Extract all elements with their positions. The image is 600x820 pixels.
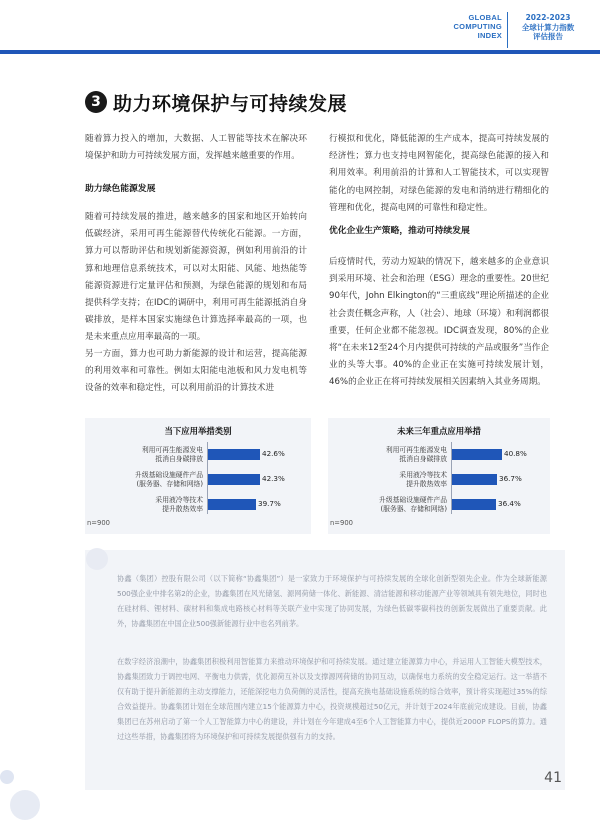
decor-circle-small <box>0 770 14 784</box>
brand-line-2: COMPUTING <box>453 22 502 31</box>
data-bar <box>208 474 260 485</box>
data-label: 42.3% <box>262 474 285 483</box>
data-label: 39.7% <box>258 499 281 508</box>
right-subheading: 优化企业生产策略，推动可持续发展 <box>329 226 470 236</box>
category-label-line: 采用液冷等技术 <box>155 496 203 504</box>
category-label <box>327 471 447 489</box>
left-subheading: 助力绿色能源发展 <box>85 184 156 194</box>
data-bar <box>208 499 256 510</box>
case-study-paragraph-1: 协鑫（集团）控股有限公司（以下简称“协鑫集团”）是一家致力于环境保护与可持续发展的全球化创新型领先企业。作为全球新能源500强企业中排名第2的企业，协鑫集团在风光储氢、源网荷储一体化、新能源、清洁能源和移动能源产业等领域具有领先地位，同时也在硅材料、锂材料、碳材料和集成电路核心材料等关联产业中实现了协同发展，为绿色低碳零碳科技的创新发展做出了重要贡献。此外，协鑫集团在中国企业500强新能源行业中也名列前茅。 <box>117 574 547 628</box>
category-label-line: 抵消自身碳排放 <box>399 455 447 463</box>
decor-circle-top <box>86 548 108 570</box>
brand-line-1: GLOBAL <box>468 13 502 22</box>
section-number: 3 <box>85 91 107 113</box>
category-label-line: (服务器、存储和网络) <box>380 505 447 513</box>
sample-size-note: n=900 <box>330 519 353 527</box>
category-label <box>83 471 203 489</box>
category-label-line: 采用液冷等技术 <box>399 471 447 479</box>
report-title-line-2: 全球计算力指数 <box>521 22 575 32</box>
sample-size-note: n=900 <box>87 519 110 527</box>
data-bar <box>208 449 260 460</box>
category-label-line: 抵消自身碳排放 <box>155 455 203 463</box>
data-label: 36.7% <box>499 474 522 483</box>
category-label-line: 提升散热效率 <box>162 505 203 513</box>
category-label-line: 利用可再生能源发电 <box>385 446 447 454</box>
category-label-line: 提升散热效率 <box>406 480 447 488</box>
category-label <box>83 446 203 464</box>
data-label: 40.8% <box>504 449 527 458</box>
category-label-line: 利用可再生能源发电 <box>141 446 203 454</box>
left-paragraph-1: 随着可持续发展的推进，越来越多的国家和地区开始转向低碳经济，采用可再生能源替代传统化石能源。一方面，算力可以帮助评估和规划新能源资源，例如利用前沿的计算和地理信息系统技术，可以对太阳能、风能、地热能等能源资源进行定量评估和预测，为绿色能源的规划和布局提供科学支持；在IDC的调研中，利用可再生能源抵消自身碳排放，是样本国家实施绿色计算选择率最高的一项，也是未来重点应用率最高的一项。 <box>85 212 307 343</box>
page-number: 41 <box>544 770 562 786</box>
data-label: 36.4% <box>498 499 521 508</box>
data-label: 42.6% <box>262 449 285 458</box>
category-label <box>83 496 203 514</box>
section-title: 助力环境保护与可持续发展 <box>113 93 348 115</box>
brand-line-3: INDEX <box>477 31 502 40</box>
left-paragraph-2: 另一方面，算力也可助力新能源的设计和运营，提高能源的利用效率和可靠性。例如太阳能电池板和风力发电机等设备的效率和稳定性，可以利用前沿的计算技术进 <box>85 349 307 394</box>
category-label-line: 升级基础设施硬件产品 <box>135 471 203 479</box>
category-label <box>327 446 447 464</box>
chart-title: 当下应用举措类别 <box>164 426 232 436</box>
right-paragraph-1: 行模拟和优化，降低能源的生产成本，提高可持续发展的经济性；算力也支持电网智能化，提高绿色能源的接入和利用效率。利用前沿的计算和人工智能技术，可以实现智能化的电网控制，对绿色能源的发电和消纳进行精细化的管理和优化，提高电网的可靠性和稳定性。 <box>329 134 549 213</box>
data-bar <box>452 499 496 510</box>
report-title-line-3: 评估报告 <box>533 32 563 41</box>
category-label-line: 升级基础设施硬件产品 <box>379 496 447 504</box>
data-bar <box>452 474 497 485</box>
right-paragraph-2: 后疫情时代，劳动力短缺的情况下，越来越多的企业意识到采用环境、社会和治理（ESG）理念的重要性。20世纪90年代，John Elkington的“三重底线”理论所描述的企业社会责任概念声称，人（社会）、地球（环境）和利润都很重要，任何企业都不能忽视。IDC调查发现，80%的企业将“在未来12至24个月内提供可持续的产品或服务”当作企业的头等大事。40%的企业正在实施可持续发展计划，46%的企业正在将可持续发展相关因素纳入其业务周期。 <box>329 257 549 388</box>
data-bar <box>452 449 502 460</box>
case-study-paragraph-2: 在数字经济浪潮中，协鑫集团积极利用智能算力来推动环境保护和可持续发展。通过建立能源算力中心，并运用人工智能大模型技术，协鑫集团致力于调控电网、平衡电力供需，优化源荷互补以及支撑源网荷储的协同互动，以确保电力系统的安全稳定运行。这一举措不仅有助于提升新能源的主动支撑能力，还能深挖电力负荷侧的灵活性，提高充换电基础设施系统的综合效率，预计将实现超过35%的综合效益提升。协鑫集团计划在全球范围内建立15个能源算力中心，投资规模超过50亿元，并计划于2024年底前完成建设。目前，协鑫集团已在苏州启动了第一个人工智能算力中心的建设，并计划在今年建成4至6个人工智能算力中心，提供近2000P FLOPS的算力。通过这些举措，协鑫集团将为环境保护和可持续发展提供强有力的支持。 <box>117 657 547 741</box>
chart-title: 未来三年重点应用举措 <box>397 426 481 436</box>
intro-paragraph: 随着算力投入的增加，大数据、人工智能等技术在解决环境保护和助力可持续发展方面，发挥越来越重要的作用。 <box>85 134 307 162</box>
report-title-line-1: 2022-2023 <box>525 13 571 22</box>
category-label-line: (服务器、存储和网络) <box>136 480 203 488</box>
category-label <box>327 496 447 514</box>
decor-circle-large <box>10 790 40 820</box>
